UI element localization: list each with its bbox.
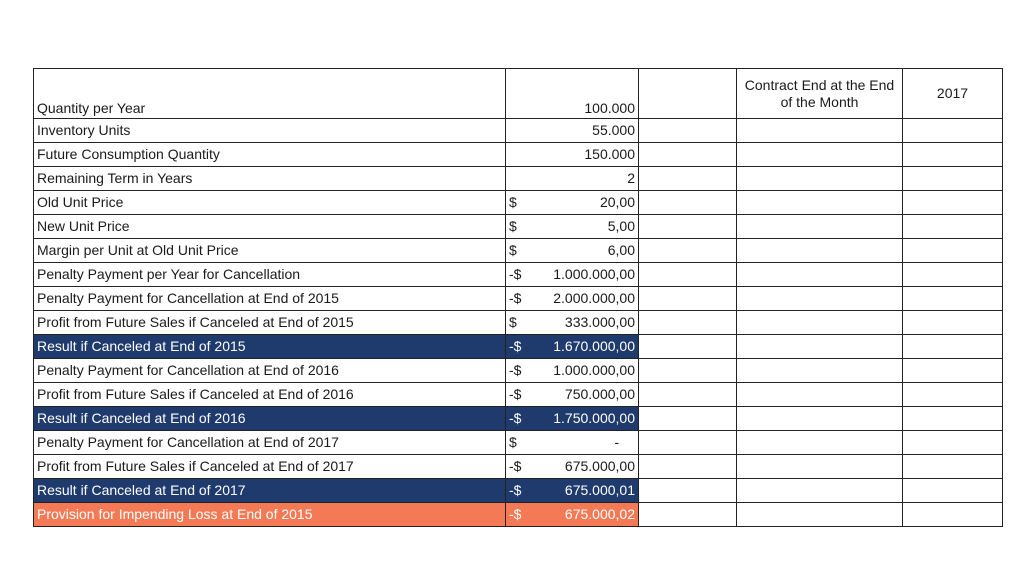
row-label[interactable]: Profit from Future Sales if Canceled at End of 2016 bbox=[34, 383, 506, 407]
row-value[interactable] bbox=[506, 263, 639, 287]
empty-cell[interactable] bbox=[903, 359, 1003, 383]
empty-cell[interactable] bbox=[639, 215, 737, 239]
value-number: 2 bbox=[627, 170, 635, 186]
empty-cell[interactable] bbox=[639, 143, 737, 167]
table-row bbox=[34, 359, 1003, 383]
value-number: 675.000,01 bbox=[564, 482, 635, 498]
empty-cell[interactable] bbox=[903, 239, 1003, 263]
currency-symbol: $ bbox=[509, 434, 517, 450]
empty-cell[interactable] bbox=[639, 383, 737, 407]
empty-cell[interactable] bbox=[639, 407, 737, 431]
empty-cell[interactable] bbox=[639, 239, 737, 263]
empty-cell[interactable] bbox=[903, 455, 1003, 479]
empty-cell[interactable] bbox=[639, 335, 737, 359]
empty-cell[interactable] bbox=[903, 119, 1003, 143]
value-number: 1.000.000,00 bbox=[553, 362, 635, 378]
table-row bbox=[34, 479, 1003, 503]
value-number: 150.000 bbox=[584, 146, 635, 162]
value-number: 6,00 bbox=[607, 242, 635, 258]
row-value[interactable] bbox=[506, 359, 639, 383]
row-label[interactable]: Result if Canceled at End of 2017 bbox=[34, 479, 506, 503]
currency-symbol: $ bbox=[509, 314, 517, 330]
table-row bbox=[34, 119, 1003, 143]
row-label[interactable]: Quantity per Year bbox=[34, 69, 506, 119]
empty-cell[interactable] bbox=[737, 479, 903, 503]
empty-cell[interactable] bbox=[737, 143, 903, 167]
currency-symbol: -$ bbox=[509, 266, 522, 282]
empty-cell[interactable] bbox=[903, 335, 1003, 359]
table-row bbox=[34, 383, 1003, 407]
empty-cell[interactable] bbox=[639, 119, 737, 143]
empty-cell[interactable] bbox=[639, 431, 737, 455]
row-value[interactable] bbox=[506, 455, 639, 479]
empty-cell[interactable] bbox=[903, 287, 1003, 311]
empty-cell[interactable] bbox=[903, 191, 1003, 215]
empty-cell[interactable] bbox=[639, 479, 737, 503]
table-row bbox=[34, 143, 1003, 167]
empty-cell[interactable] bbox=[639, 455, 737, 479]
row-label[interactable]: Result if Canceled at End of 2016 bbox=[34, 407, 506, 431]
value-number: 55.000 bbox=[592, 122, 635, 138]
currency-symbol: $ bbox=[509, 242, 517, 258]
empty-cell[interactable] bbox=[903, 431, 1003, 455]
value-number: 2.000.000,00 bbox=[553, 290, 635, 306]
value-number: 100.000 bbox=[584, 100, 635, 116]
row-label[interactable]: Profit from Future Sales if Canceled at End of 2015 bbox=[34, 311, 506, 335]
empty-cell[interactable] bbox=[639, 503, 737, 527]
empty-cell[interactable] bbox=[737, 263, 903, 287]
empty-cell[interactable] bbox=[737, 215, 903, 239]
empty-cell[interactable] bbox=[903, 407, 1003, 431]
row-label[interactable]: Result if Canceled at End of 2015 bbox=[34, 335, 506, 359]
row-label[interactable]: New Unit Price bbox=[34, 215, 506, 239]
currency-symbol: -$ bbox=[509, 362, 522, 378]
value-number: 675.000,00 bbox=[564, 458, 635, 474]
row-label[interactable]: Profit from Future Sales if Canceled at End of 2017 bbox=[34, 455, 506, 479]
empty-cell[interactable] bbox=[737, 119, 903, 143]
row-value[interactable] bbox=[506, 167, 639, 191]
row-value[interactable] bbox=[506, 479, 639, 503]
empty-cell[interactable] bbox=[903, 167, 1003, 191]
row-value[interactable] bbox=[506, 119, 639, 143]
empty-cell[interactable] bbox=[639, 191, 737, 215]
table-row bbox=[34, 191, 1003, 215]
empty-cell[interactable] bbox=[903, 215, 1003, 239]
empty-cell[interactable] bbox=[737, 335, 903, 359]
empty-cell[interactable] bbox=[903, 311, 1003, 335]
row-label[interactable]: Remaining Term in Years bbox=[34, 167, 506, 191]
empty-cell[interactable] bbox=[737, 239, 903, 263]
value-number: 675.000,02 bbox=[564, 506, 635, 522]
table-row bbox=[34, 239, 1003, 263]
empty-cell[interactable] bbox=[639, 167, 737, 191]
row-label[interactable]: Penalty Payment for Cancellation at End of 2016 bbox=[34, 359, 506, 383]
empty-cell[interactable] bbox=[639, 69, 737, 119]
empty-cell[interactable] bbox=[639, 287, 737, 311]
row-label[interactable]: Old Unit Price bbox=[34, 191, 506, 215]
empty-cell[interactable] bbox=[639, 311, 737, 335]
value-number: 1.670.000,00 bbox=[553, 338, 635, 354]
table-row bbox=[34, 311, 1003, 335]
empty-cell[interactable] bbox=[737, 407, 903, 431]
row-label[interactable]: Inventory Units bbox=[34, 119, 506, 143]
row-value[interactable] bbox=[506, 215, 639, 239]
table-row bbox=[34, 503, 1003, 527]
row-value[interactable] bbox=[506, 143, 639, 167]
value-number: 750.000,00 bbox=[564, 386, 635, 402]
table-row bbox=[34, 287, 1003, 311]
value-number: 20,00 bbox=[599, 194, 635, 210]
value-number: - bbox=[614, 434, 619, 450]
empty-cell[interactable] bbox=[737, 503, 903, 527]
value-number: 1.750.000,00 bbox=[553, 410, 635, 426]
row-value[interactable] bbox=[506, 191, 639, 215]
row-value[interactable] bbox=[506, 287, 639, 311]
currency-symbol: -$ bbox=[509, 506, 522, 522]
currency-symbol: -$ bbox=[509, 458, 522, 474]
empty-cell[interactable] bbox=[737, 287, 903, 311]
row-value[interactable] bbox=[506, 383, 639, 407]
table-row bbox=[34, 263, 1003, 287]
empty-cell[interactable] bbox=[639, 263, 737, 287]
row-value[interactable] bbox=[506, 311, 639, 335]
empty-cell[interactable] bbox=[639, 359, 737, 383]
empty-cell[interactable] bbox=[903, 263, 1003, 287]
empty-cell[interactable] bbox=[737, 359, 903, 383]
empty-cell[interactable] bbox=[737, 167, 903, 191]
table-row bbox=[34, 167, 1003, 191]
row-label[interactable]: Penalty Payment per Year for Cancellation bbox=[34, 263, 506, 287]
table-row bbox=[34, 335, 1003, 359]
row-value[interactable] bbox=[506, 431, 639, 455]
contract-end-header[interactable]: Contract End at the End of the Month bbox=[737, 69, 903, 119]
table-row bbox=[34, 431, 1003, 455]
empty-cell[interactable] bbox=[903, 503, 1003, 527]
currency-symbol: -$ bbox=[509, 482, 522, 498]
empty-cell[interactable] bbox=[737, 311, 903, 335]
table-row bbox=[34, 407, 1003, 431]
row-label[interactable]: Margin per Unit at Old Unit Price bbox=[34, 239, 506, 263]
row-value[interactable] bbox=[506, 239, 639, 263]
value-number: 1.000.000,00 bbox=[553, 266, 635, 282]
empty-cell[interactable] bbox=[737, 431, 903, 455]
empty-cell[interactable] bbox=[903, 479, 1003, 503]
currency-symbol: -$ bbox=[509, 290, 522, 306]
empty-cell[interactable] bbox=[903, 383, 1003, 407]
empty-cell[interactable] bbox=[737, 383, 903, 407]
row-value[interactable] bbox=[506, 503, 639, 527]
row-label[interactable]: Penalty Payment for Cancellation at End of 2015 bbox=[34, 287, 506, 311]
table-row bbox=[34, 215, 1003, 239]
currency-symbol: -$ bbox=[509, 338, 522, 354]
currency-symbol: -$ bbox=[509, 410, 522, 426]
table-row bbox=[34, 455, 1003, 479]
value-number: 333.000,00 bbox=[564, 314, 635, 330]
row-value[interactable] bbox=[506, 69, 639, 119]
spreadsheet-table bbox=[33, 68, 1003, 527]
row-label[interactable]: Provision for Impending Loss at End of 2015 bbox=[34, 503, 506, 527]
row-label[interactable]: Future Consumption Quantity bbox=[34, 143, 506, 167]
header-row bbox=[34, 69, 1003, 119]
row-value[interactable] bbox=[506, 335, 639, 359]
row-label[interactable]: Penalty Payment for Cancellation at End of 2017 bbox=[34, 431, 506, 455]
year-header[interactable]: 2017 bbox=[903, 69, 1003, 119]
empty-cell[interactable] bbox=[737, 455, 903, 479]
row-value[interactable] bbox=[506, 407, 639, 431]
empty-cell[interactable] bbox=[903, 143, 1003, 167]
value-number: 5,00 bbox=[607, 218, 635, 234]
empty-cell[interactable] bbox=[737, 191, 903, 215]
currency-symbol: $ bbox=[509, 218, 517, 234]
currency-symbol: $ bbox=[509, 194, 517, 210]
currency-symbol: -$ bbox=[509, 386, 522, 402]
